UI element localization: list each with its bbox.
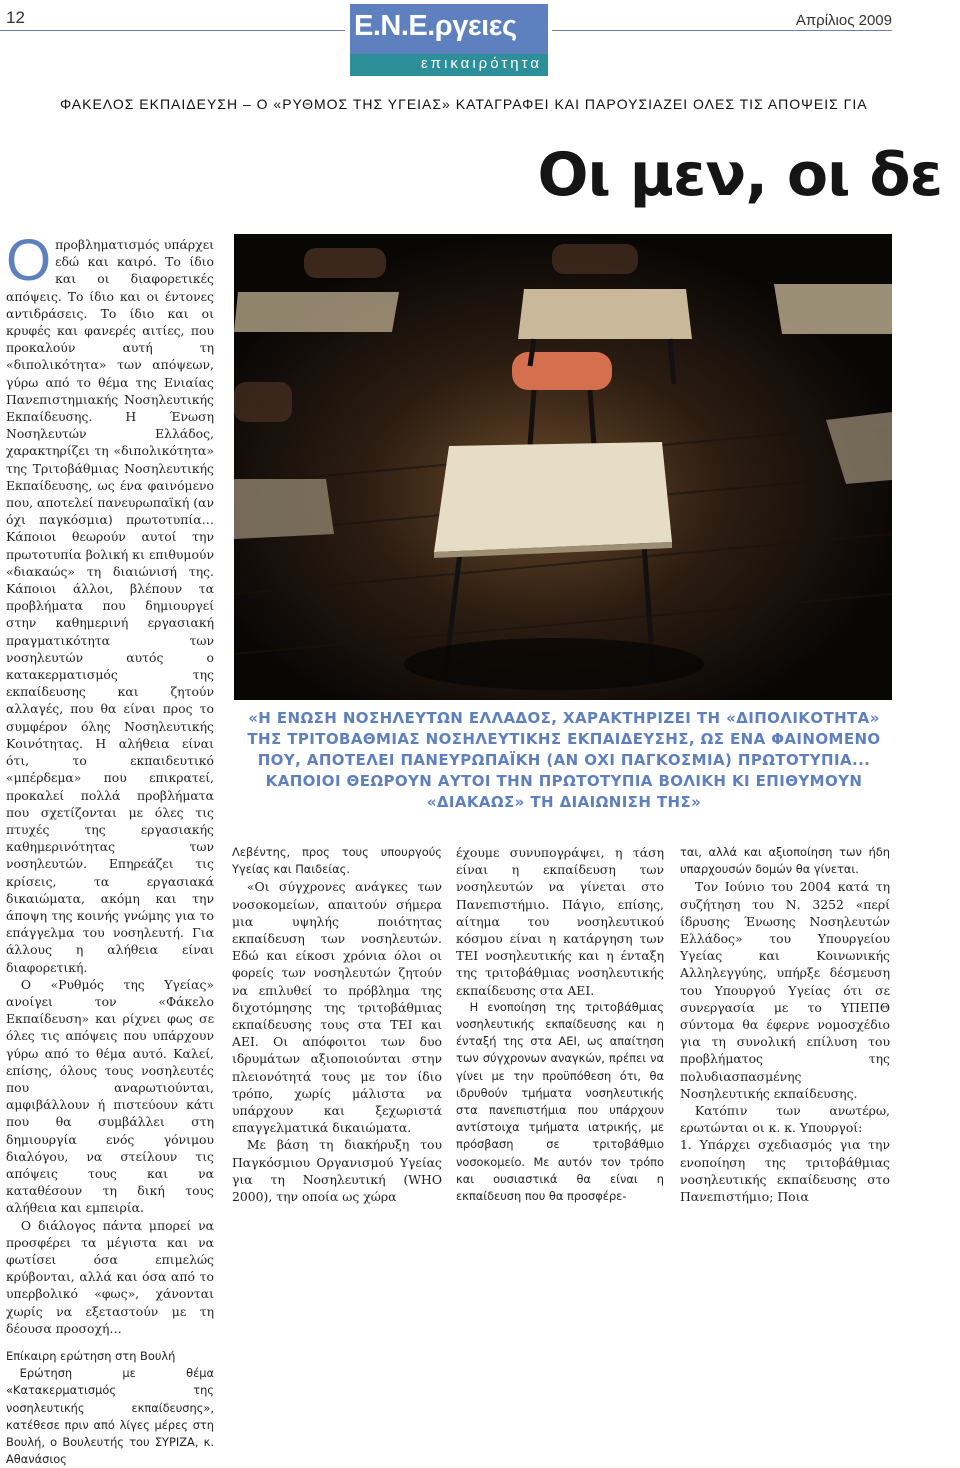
article-column-2	[232, 844, 442, 1205]
paragraph: Η ενοποίηση της τριτοβάθμιας νοσηλευτικής εκπαίδευσης και η ένταξή της στα ΑΕΙ, ως απαίτηση των σύγχρονων αναγκών, πρέπει να γίνει με την προϋπόθεση ότι, θα ιδρυθούν τμήματα νοσηλευτικής στα πανεπιστήμια που υπάρχουν αντίστοιχα τμήματα ιατρικής, με πρόσβαση σε τριτοβάθμιο νοσοκομείο. Με αυτόν τον τρόπο και ουσιαστικά θα είναι η εκπαίδευση που θα προσφέρε-	[456, 999, 664, 1204]
section-kicker: ΦΑΚΕΛΟΣ ΕΚΠΑΙΔΕΥΣΗ – Ο «ΡΥΘΜΟΣ ΤΗΣ ΥΓΕΙΑΣ» ΚΑΤΑΓΡΑΦΕΙ ΚΑΙ ΠΑΡΟΥΣΙΑΖΕΙ ΟΛΕΣ ΤΙΣ ΑΠΟΨΕΙΣ ΓΙΑ	[60, 96, 868, 112]
paragraph: προβληματισμός υπάρχει εδώ και καιρό. Το ίδιο και οι διαφορετικές απόψεις. Το ίδιο και οι έντονες αντιδράσεις. Το ίδιο και οι κρυφές και φανερές αιτίες, που προκαλούν αυτή τη «διπολικότητα» των απόψεων, γύρω από το θέμα της Ενιαίας Πανεπιστημιακής Νοσηλευτικής Εκπαίδευσης. Η Ένωση Νοσηλευτών Ελλάδος, χαρακτηρίζει τη «διπολικότητα» της Τριτοβάθμιας Νοσηλευτικής Εκπαίδευσης, ως ένα φαινόμενο που, αποτελεί πανευρωπαϊκή (αν όχι παγκόσμια) πρωτοτυπία…Κάποιοι θεωρούν αυτοί την πρωτοτυπία βολική κι επιθυμούν «διακαώς» τη διαιώνισή της. Κάποιοι άλλοι, βλέπουν τα προβλήματα που δημιουργεί στην καθημερινή εργασιακή πραγματικότητα των νοσηλευτών αυτός ο κατακερματισμός της εκπαίδευσης και ζητούν αλλαγές, που θα είναι προς το συμφέρον όλης Νοσηλευτικής Κοινότητας. Η αλήθεια είναι ότι, το εκπαιδευτικό «μπέρδεμα» που επικρατεί, προκαλεί πολλά προβλήματα που σχετίζονται με όλες τις πτυχές της εργασιακής καθημερινότητας των νοσηλευτών. Επηρεάζει τις κρίσεις, τα εργασιακά δικαιώματα, ακόμη και την άποψη της κοινής γνώμης για το επάγγελμα του νοσηλευτή. Για άλλους η αλήθεια είναι διαφορετική.	[6, 237, 214, 975]
headline: Οι μεν, οι δε	[537, 140, 942, 210]
logo-title: Ε.Ν.Ε.ργειες	[354, 10, 517, 42]
logo-top-band	[350, 4, 548, 54]
paragraph: ται, αλλά και αξιοποίηση των ήδη υπαρχουσών δομών θα γίνεται.	[680, 845, 890, 877]
logo-bottom-band	[350, 54, 548, 76]
paragraph: Κατόπιν των ανωτέρω, ερωτώνται οι κ. κ. Υπουργοί:	[680, 1103, 890, 1136]
article-column-4	[680, 844, 890, 1205]
page-number: 12	[6, 8, 25, 27]
paragraph: «Οι σύγχρονες ανάγκες των νοσοκομείων, απαιτούν σήμερα μια υψηλής ποιότητας εκπαίδευση των νοσηλευτών. Εδώ και είκοσι χρόνια όλοι οι φορείς των νοσηλευτών ζητούν να επιλυθεί το πρόβλημα της διχοτόμησης της τριτοβάθμιας εκπαίδευσης τους στα ΤΕΙ και ΑΕΙ. Οι απόφοιτοι των δυο ιδρυμάτων αξιοποιούνται στην πλειονότητά τους με τον ίδιο τρόπο, χωρίς μάλιστα να υπάρχουν και ξεχωριστά επαγγελματικά δικαιώματα.	[232, 879, 442, 1136]
article-column-1	[6, 228, 214, 1468]
list-item: 1. Υπάρχει σχεδιασμός για την ενοποίηση της τριτοβάθμιας νοσηλευτικής εκπαίδευσης στο Πανεπιστήμιο; Ποια	[680, 1137, 890, 1205]
paragraph: έχουμε συνυπογράψει, η τάση είναι η εκπαίδευση των νοσηλευτών να γίνεται στο Πανεπιστήμιο. Πάγιο, επίσης, αίτημα του νοσηλευτικού κόσμου είναι η κατάργηση των ΤΕΙ νοσηλευτικής και η ένταξη της τριτοβάθμιας νοσηλευτικής εκπαίδευσης στα ΑΕΙ.	[456, 845, 664, 998]
photo-illustration	[234, 234, 892, 700]
article-column-3	[456, 844, 664, 1205]
paragraph: Ερώτηση με θέμα «Κατακερματισμός της νοσηλευτικής εκπαίδευσης», κατέθεσε πριν από λίγες μέρες στη Βουλή, ο Βουλευτής του ΣΥΡΙΖΑ, κ. Αθανάσιος	[6, 1366, 214, 1467]
paragraph: Ο διάλογος πάντα μπορεί να προσφέρει τα μέγιστα και να φωτίσει όσα επιμελώς κρύβονται, αλλά και όσα από το υπερβολικό «φως», χάνονται χωρίς να εξεταστούν με τη δέουσα προσοχή…	[6, 1217, 214, 1336]
magazine-logo	[350, 4, 548, 76]
logo-subtitle: επικαιρότητα	[420, 55, 542, 72]
header-rule-right	[552, 30, 892, 31]
drop-cap: Ο	[6, 228, 52, 293]
subheading: Επίκαιρη ερώτηση στη Βουλή	[6, 1349, 176, 1363]
paragraph: Λεβέντης, προς τους υπουργούς Υγείας και Παιδείας.	[232, 845, 442, 877]
paragraph: Ο «Ρυθμός της Υγείας» ανοίγει τον «Φάκελο Εκπαίδευση» και ρίχνει φως σε όλες τις απόψεις που υπάρχουν γύρω από το θέμα αυτό. Καλεί, επίσης, όλους τους νοσηλευτές που αναρωτιούνται, αμφιβάλλουν ή πιστεύουν κάτι που θα συμβάλλει στη δημιουργία ενός γόνιμου διαλόγου, να στείλουν τις απόψεις τους και να καταθέσουν τη δική τους αλήθεια και εμπειρία.	[6, 976, 214, 1216]
classroom-desks-photo	[234, 234, 892, 700]
paragraph: Με βάση τη διακήρυξη του Παγκόσμιου Οργανισμού Υγείας για τη Νοσηλευτική (WHO 2000), την οποία ως χώρα	[232, 1137, 442, 1205]
header-rule-left	[0, 30, 345, 31]
paragraph: Τον Ιούνιο του 2004 κατά τη συζήτηση του Ν. 3252 «περί ίδρυσης Ένωσης Νοσηλευτών Ελλάδος» του Υπουργείου Υγείας και Κοινωνικής Αλληλεγγύης, υπήρξε δέσμευση του Υπουργού Υγείας ότι σε συνεργασία με το ΥΠΕΠΘ σύντομα θα έφερνε νομοσχέδιο για τη συνολική επίλυση του προβλήματος της πολυδιασπασμένης Νοσηλευτικής εκπαίδευσης.	[680, 879, 890, 1101]
pull-quote: «Η ΕΝΩΣΗ ΝΟΣΗΛΕΥΤΩΝ ΕΛΛΑΔΟΣ, ΧΑΡΑΚΤΗΡΙΖΕΙ ΤΗ «ΔΙΠΟΛΙΚΟΤΗΤΑ» ΤΗΣ ΤΡΙΤΟΒΑΘΜΙΑΣ ΝΟΣΗΛΕΥΤΙΚΗΣ ΕΚΠΑΙΔΕΥΣΗΣ, ΩΣ ΕΝΑ ΦΑΙΝΟΜΕΝΟ ΠΟΥ, ΑΠΟΤΕΛΕΙ ΠΑΝΕΥΡΩΠΑΪΚΗ (ΑΝ ΟΧΙ ΠΑΓΚΟΣΜΙΑ) ΠΡΩΤΟΤΥΠΙΑ... ΚΑΠΟΙΟΙ ΘΕΩΡΟΥΝ ΑΥΤΟΙ ΤΗΝ ΠΡΩΤΟΤΥΠΙΑ ΒΟΛΙΚΗ ΚΙ ΕΠΙΘΥΜΟΥΝ «ΔΙΑΚΑΩΣ» ΤΗ ΔΙΑΙΩΝΙΣΗ ΤΗΣ»	[247, 709, 881, 811]
issue-date: Απρίλιος 2009	[795, 12, 892, 29]
